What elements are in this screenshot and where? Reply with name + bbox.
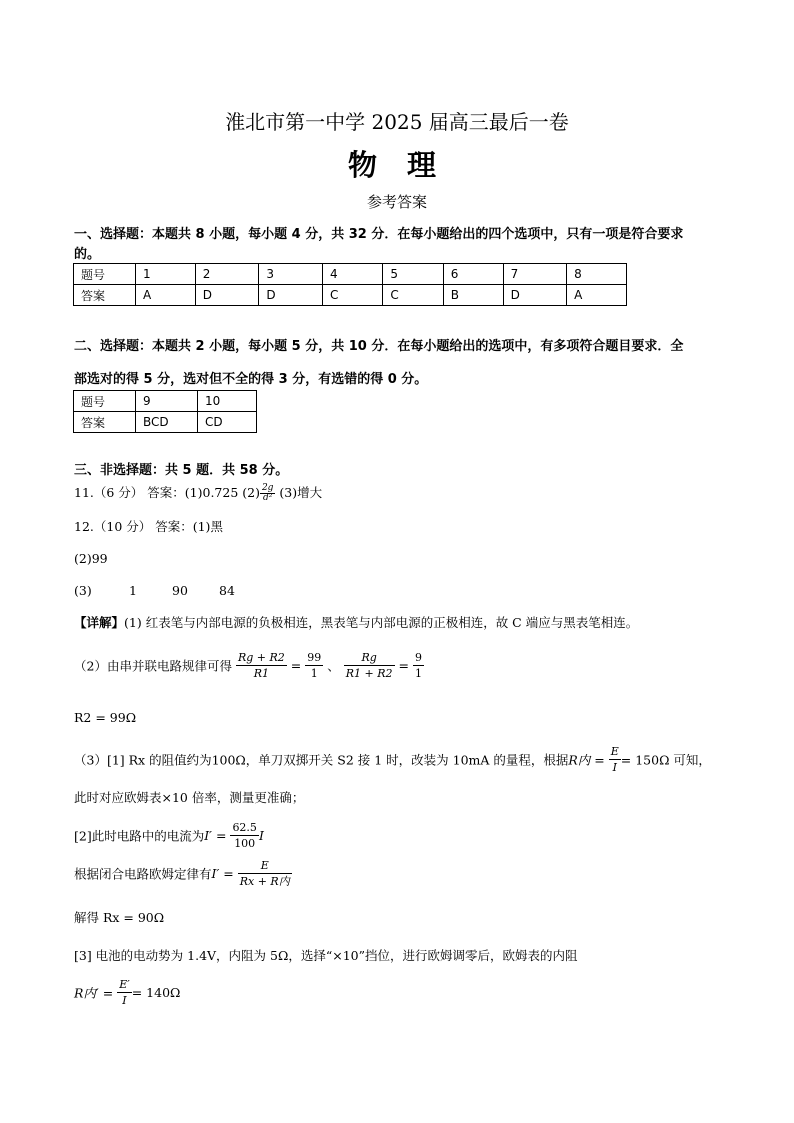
fraction-99-over-1: [305, 650, 323, 681]
table-row: [74, 391, 257, 412]
section1-heading-line2: 的。: [74, 247, 101, 262]
frac-num: E: [610, 745, 619, 758]
row-label: 答案: [74, 285, 136, 306]
q11-suffix: (3)增大: [275, 485, 323, 500]
answer-key-subtitle: 参考答案: [366, 193, 427, 211]
detail-paragraph-4: [74, 744, 711, 775]
detail-p2-prefix: （2）由串并联电路规律可得: [74, 658, 232, 674]
table-cell: 7: [503, 264, 567, 285]
frac-num: E: [238, 858, 292, 874]
section2-heading-line2: 部选对的得 5 分，选对但不全的得 3 分，有选错的得 0 分。: [74, 372, 428, 387]
fraction-9-over-1: [413, 650, 424, 681]
frac-den: 100: [234, 837, 256, 850]
detail-label: 【详解】: [74, 615, 125, 630]
frac-den: R1: [253, 667, 269, 680]
detail-p7-prefix: 根据闭合电路欧姆定律有: [74, 866, 212, 882]
detail-p6-suffix: I: [258, 828, 264, 843]
detail-p10-suffix: = 140Ω: [131, 985, 181, 1000]
frac-num: Rg: [344, 650, 395, 666]
doc-title: 淮北市第一中学 2025 届高三最后一卷: [225, 110, 569, 134]
detail-p5: 此时对应欧姆表×10 倍率，测量更准确；: [74, 790, 305, 805]
fraction-e-prime-over-i: [117, 977, 132, 1008]
frac-num: 9: [414, 651, 422, 664]
table-cell: 4: [322, 264, 382, 285]
detail-p1: (1) 红表笔与内部电源的负极相连，黑表笔与内部电源的正极相连，故 C 端应与黑表笔相连。: [124, 615, 639, 630]
table-row: [74, 412, 257, 433]
detail-p7-lhs: I′ =: [211, 866, 234, 881]
detail-paragraph-7: [74, 858, 292, 889]
section3-heading: 三、非选择题：共 5 题．共 58 分。: [74, 463, 289, 478]
table-cell: 6: [443, 264, 503, 285]
q12-value-3: 84: [219, 583, 235, 598]
frac-den: R1 + R2: [345, 667, 393, 680]
table-cell: 8: [567, 264, 627, 285]
detail-p4-a: （3）[1] Rx 的阻值约为100Ω，单刀双掷开关 S2 接 1 时，改装为 10mA 的量程，根据: [74, 752, 569, 768]
table-cell: D: [259, 285, 323, 306]
fraction-e-over-rx-rin: [238, 858, 292, 889]
frac-den: 1: [414, 667, 422, 680]
frac-den: 1: [310, 667, 318, 680]
detail-p9: [3] 电池的电动势为 1.4V，内阻为 5Ω，选择“×10”挡位，进行欧姆调零后，欧姆表的内阻: [74, 948, 578, 963]
detail-p4-b: = 150Ω 可知，: [620, 752, 711, 768]
q12-value-1: 1: [129, 583, 137, 598]
frac-den: Rx + R内: [239, 875, 290, 888]
section2-answer-table: [73, 390, 257, 433]
row-label: 答案: [74, 412, 136, 433]
table-cell: 10: [198, 391, 257, 412]
section1-heading-line1: 一、选择题：本题共 8 小题，每小题 4 分，共 32 分．在每小题给出的四个选项中，只有一项是符合要求: [74, 227, 684, 242]
detail-paragraph-10: [74, 977, 180, 1008]
table-cell: C: [322, 285, 382, 306]
q11-answer: [74, 483, 322, 503]
table-cell: 9: [136, 391, 198, 412]
separator: 、: [327, 658, 340, 674]
detail-p6-lhs: I′ =: [204, 828, 227, 843]
fraction-rg-over-r1-r2: [344, 650, 395, 681]
table-cell: BCD: [136, 412, 198, 433]
detail-p8: 解得 Rx = 90Ω: [74, 910, 165, 925]
table-cell: 2: [195, 264, 259, 285]
detail-paragraph-6: [74, 820, 264, 851]
table-cell: A: [136, 285, 196, 306]
q12-line3-label: (3): [74, 583, 92, 598]
table-cell: D: [503, 285, 567, 306]
frac-den: I: [612, 761, 617, 774]
q11-frac-num: 2g: [261, 483, 274, 493]
detail-p6-prefix: [2]此时电路中的电流为: [74, 828, 205, 844]
table-row: [74, 264, 627, 285]
q11-fraction: [260, 484, 276, 503]
q11-frac-den: d²: [263, 493, 273, 503]
fraction-rg-r2-over-r1: [236, 650, 287, 681]
table-cell: 1: [136, 264, 196, 285]
q12-value-2: 90: [172, 583, 188, 598]
q12-line2: (2)99: [74, 551, 108, 566]
q11-prefix: 11.（6 分） 答案：(1)0.725 (2): [74, 485, 260, 500]
table-cell: CD: [198, 412, 257, 433]
table-cell: B: [443, 285, 503, 306]
subject-title: 物 理: [347, 148, 447, 182]
frac-num: 99: [307, 651, 322, 664]
frac-den: I: [122, 994, 127, 1007]
table-cell: D: [195, 285, 259, 306]
table-cell: C: [383, 285, 443, 306]
frac-num: 62.5: [232, 821, 257, 834]
fraction-e-over-i: [609, 744, 621, 775]
detail-p3: R2 = 99Ω: [74, 710, 137, 725]
table-row: [74, 285, 627, 306]
section1-answer-table: [73, 263, 627, 306]
table-cell: 3: [259, 264, 323, 285]
q12-line1: 12.（10 分） 答案：(1)黑: [74, 519, 223, 534]
table-cell: 5: [383, 264, 443, 285]
detail-p4-lhs: R内 =: [568, 752, 605, 768]
row-label: 题号: [74, 264, 136, 285]
frac-num: E′: [119, 978, 130, 991]
fraction-62-5-over-100: [230, 820, 259, 851]
section2-heading-line1: 二、选择题：本题共 2 小题，每小题 5 分，共 10 分．在每小题给出的选项中，有多项符合题目要求．全: [74, 339, 684, 354]
detail-p10-lhs: R内′ =: [74, 985, 114, 1001]
detail-paragraph-1: [74, 613, 638, 631]
frac-num: Rg + R2: [237, 651, 285, 664]
row-label: 题号: [74, 391, 136, 412]
table-cell: A: [567, 285, 627, 306]
detail-paragraph-2: （2）由串并联电路规律可得 $\frac{Rg + R2}{R1}$ = $\frac{99}{1}$ 、 $\frac{Rg}{R1 + R2}$ = $\frac{9}{1}$: [74, 651, 422, 680]
